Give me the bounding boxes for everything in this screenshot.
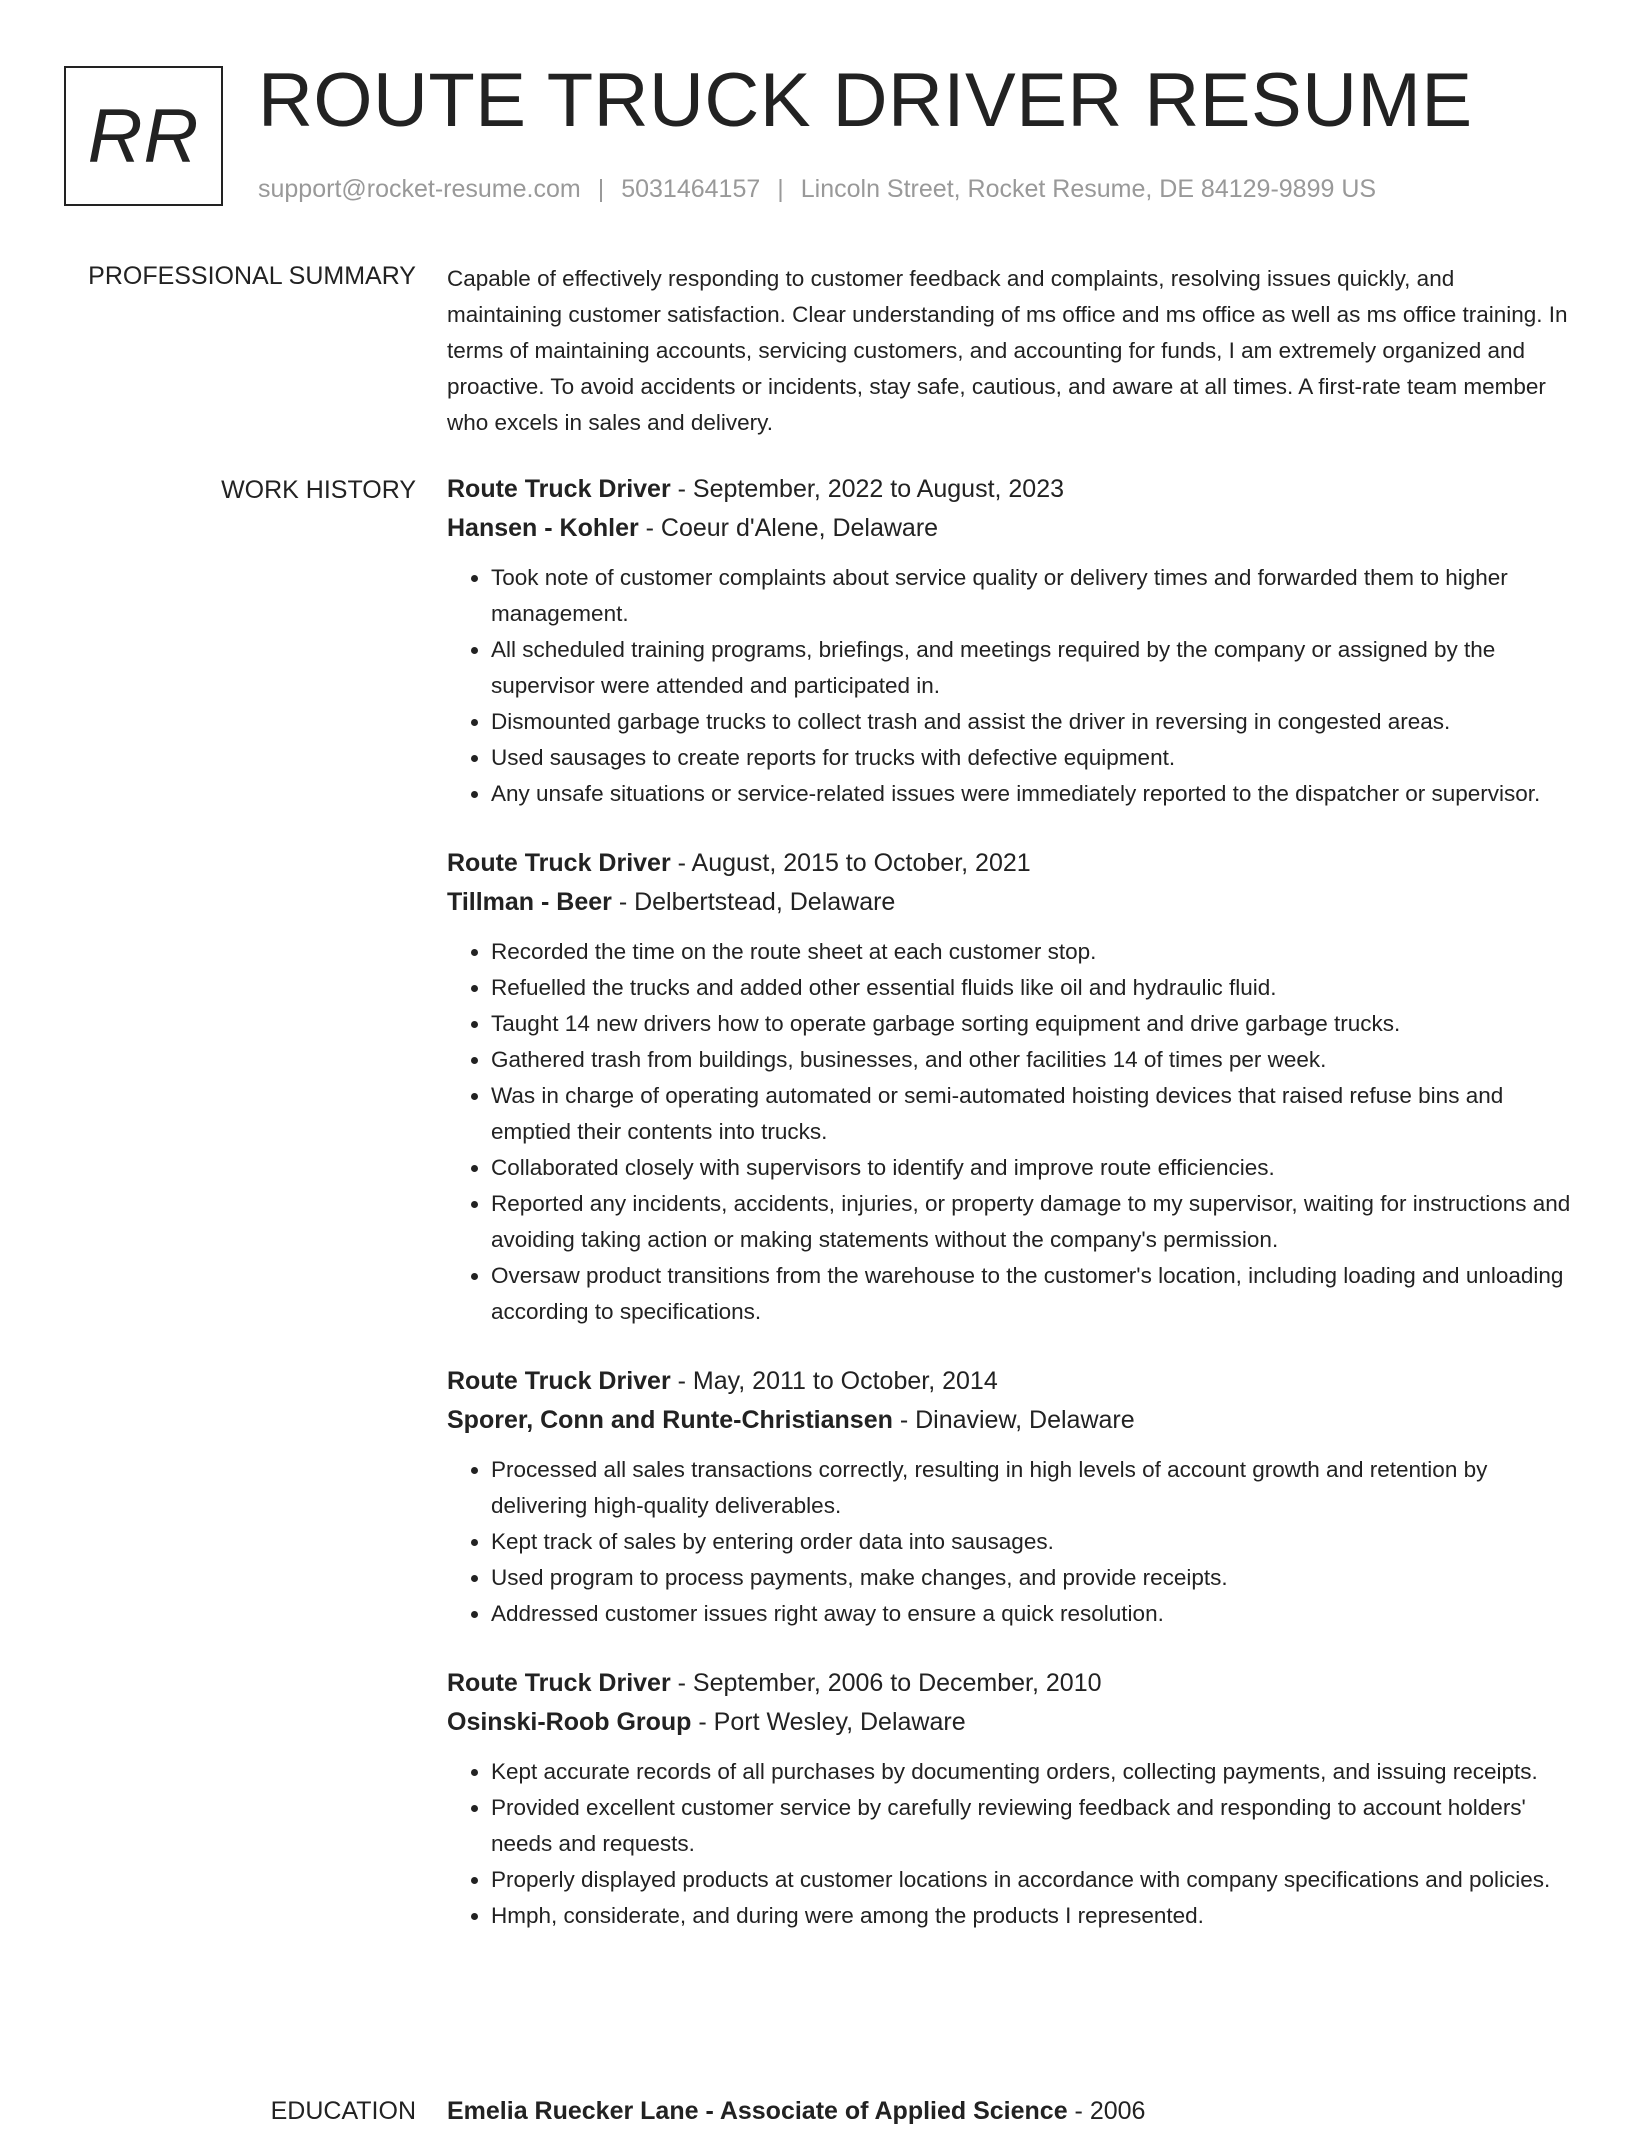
summary-text: Capable of effectively responding to customer feedback and complaints, resolving issues quickly, and maintaining customer satisfaction. Clear understanding of ms office and ms office as well as ms office training. In terms of maintaining accounts, servicing customers, and accounting for funds, I am extremely organized and proactive. To avoid accidents or incidents, stay safe, cautious, and aware at all times. A first-rate team member who excels in sales and delivery. <box>447 266 1568 435</box>
job-company: Sporer, Conn and Runte-Christiansen <box>447 1406 893 1434</box>
job-title-line <box>447 1664 1572 1703</box>
job-dates: - August, 2015 to October, 2021 <box>670 849 1031 877</box>
job-entry <box>447 1362 1572 1632</box>
job-entry <box>447 470 1572 812</box>
education-year: - 2006 <box>1067 2097 1146 2125</box>
job-title-line <box>447 844 1572 883</box>
job-entry <box>447 1664 1572 1934</box>
resume-title: ROUTE TRUCK DRIVER RESUME <box>258 58 1473 143</box>
job-bullets <box>447 560 1572 812</box>
job-bullet: • Hmph, considerate, and during were among the products I represented. <box>491 1898 1572 1934</box>
contact-separator: | <box>597 175 605 203</box>
job-bullet: • Refuelled the trucks and added other essential fluids like oil and hydraulic fluid. <box>491 970 1572 1006</box>
job-company-line <box>447 883 1572 922</box>
job-title: Route Truck Driver <box>447 475 671 503</box>
contact-address: Lincoln Street, Rocket Resume, DE 84129-9899 US <box>800 175 1377 203</box>
job-company-line <box>447 1703 1572 1742</box>
job-location: - Coeur d'Alene, Delaware <box>638 514 939 542</box>
section-label-education: EDUCATION <box>270 2097 416 2125</box>
job-company-line <box>447 1401 1572 1440</box>
monogram-initials: RR <box>87 93 200 179</box>
job-location: - Dinaview, Delaware <box>892 1406 1135 1434</box>
job-bullet: • Oversaw product transitions from the warehouse to the customer's location, including loading and unloading according to specifications. <box>491 1258 1572 1330</box>
work-history-body <box>447 470 1572 1966</box>
job-bullet: • Kept track of sales by entering order data into sausages. <box>491 1524 1572 1560</box>
job-bullet: • Dismounted garbage trucks to collect trash and assist the driver in reversing in congested areas. <box>491 704 1572 740</box>
job-dates: - September, 2006 to December, 2010 <box>670 1669 1102 1697</box>
contact-line <box>258 172 1376 206</box>
job-dates: - May, 2011 to October, 2014 <box>670 1367 998 1395</box>
job-bullet: • Provided excellent customer service by carefully reviewing feedback and responding to account holders' needs and requests. <box>491 1790 1572 1862</box>
job-bullet: • Collaborated closely with supervisors to identify and improve route efficiencies. <box>491 1150 1572 1186</box>
job-bullets <box>447 1754 1572 1934</box>
job-bullet: • Taught 14 new drivers how to operate garbage sorting equipment and drive garbage trucks. <box>491 1006 1572 1042</box>
education-school: Emelia Ruecker Lane <box>447 2097 699 2125</box>
job-entry <box>447 844 1572 1330</box>
job-bullet: • Used program to process payments, make changes, and provide receipts. <box>491 1560 1572 1596</box>
contact-email: support@rocket-resume.com <box>258 175 581 203</box>
job-bullet: • Kept accurate records of all purchases by documenting orders, collecting payments, and issuing receipts. <box>491 1754 1572 1790</box>
job-title-line <box>447 470 1572 509</box>
job-bullet: • Took note of customer complaints about service quality or delivery times and forwarded them to higher management. <box>491 560 1572 632</box>
job-bullet: • Properly displayed products at customer locations in accordance with company specifications and policies. <box>491 1862 1572 1898</box>
contact-separator: | <box>777 175 784 203</box>
contact-phone: 5031464157 <box>621 175 761 203</box>
job-title: Route Truck Driver <box>447 849 671 877</box>
job-bullets <box>447 934 1572 1330</box>
summary-body <box>447 261 1572 441</box>
job-company-line <box>447 509 1572 548</box>
job-bullet: • Reported any incidents, accidents, injuries, or property damage to my supervisor, waiting for instructions and avoiding taking action or making statements without the company's permission. <box>491 1186 1572 1258</box>
job-bullet: • Any unsafe situations or service-related issues were immediately reported to the dispatcher or supervisor. <box>491 776 1572 812</box>
job-bullet: • Gathered trash from buildings, businesses, and other facilities 14 of times per week. <box>491 1042 1572 1078</box>
job-location: - Delbertstead, Delaware <box>611 888 896 916</box>
job-location: - Port Wesley, Delaware <box>691 1708 966 1736</box>
monogram-logo <box>64 66 223 206</box>
job-company: Hansen - Kohler <box>447 514 639 542</box>
education-line: Emelia Ruecker Lane - Associate of Applied Science - 2006 <box>447 2097 1146 2125</box>
job-company: Tillman - Beer <box>447 888 612 916</box>
job-title: Route Truck Driver <box>447 1669 671 1697</box>
job-bullet: • All scheduled training programs, briefings, and meetings required by the company or assigned by the supervisor were attended and participated in. <box>491 632 1572 704</box>
job-company: Osinski-Roob Group <box>447 1708 692 1736</box>
job-bullet: • Was in charge of operating automated or semi-automated hoisting devices that raised refuse bins and emptied their contents into trucks. <box>491 1078 1572 1150</box>
job-bullet: • Used sausages to create reports for trucks with defective equipment. <box>491 740 1572 776</box>
section-label-summary: PROFESSIONAL SUMMARY <box>88 262 416 290</box>
job-dates: - September, 2022 to August, 2023 <box>670 475 1065 503</box>
job-title: Route Truck Driver <box>447 1367 671 1395</box>
section-label-work-history: WORK HISTORY <box>221 476 416 504</box>
job-bullets <box>447 1452 1572 1632</box>
job-bullet: • Processed all sales transactions correctly, resulting in high levels of account growth and retention by delivering high-quality deliverables. <box>491 1452 1572 1524</box>
job-title-line <box>447 1362 1572 1401</box>
job-bullet: • Addressed customer issues right away to ensure a quick resolution. <box>491 1596 1572 1632</box>
job-bullet: • Recorded the time on the route sheet at each customer stop. <box>491 934 1572 970</box>
education-degree: Associate of Applied Science <box>719 2097 1068 2125</box>
